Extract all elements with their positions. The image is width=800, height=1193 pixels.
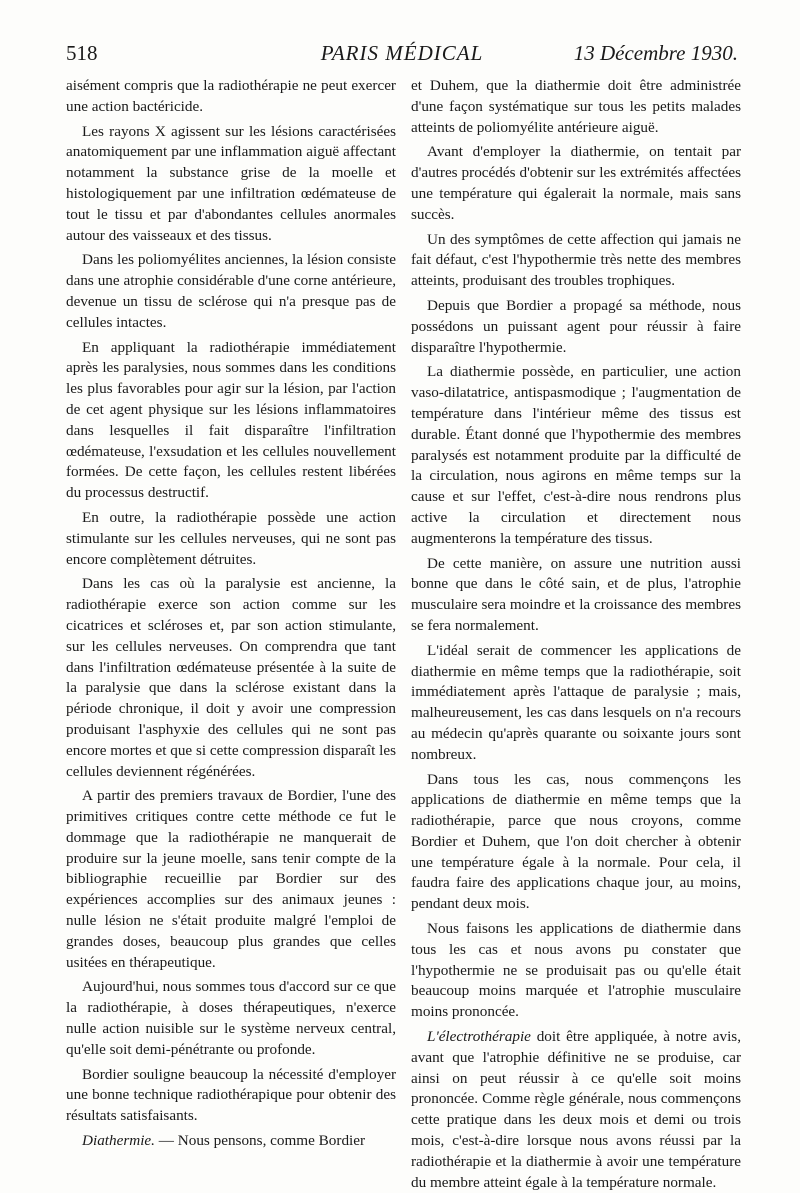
paragraph: Depuis que Bordier a propagé sa méthode, nous possédons un puissant agent pour réussir à faire disparaître l'hypothermie.	[411, 296, 741, 356]
paragraph: Un des symptômes de cette affection qui jamais ne fait défaut, c'est l'hypothermie très nette des membres atteints, produisant des troubles trophiques.	[411, 230, 741, 290]
right-column	[411, 76, 741, 1193]
issue-date: 13 Décembre 1930.	[573, 41, 738, 65]
paragraph: Dans les cas où la paralysie est ancienne, la radiothérapie exerce son action comme sur les cicatrices et scléroses et, par son action stimulante, sur les cellules nerveuses. On comprendra que tant dans l'infiltration œdémateuse présentée à la suite de la paralysie que dans la sclérose existant dans la période chronique, il doit y avoir une compression produisant l'asphyxie des cellules qui ne sont pas encore mortes et que si cette compression disparaît les cellules deviennent régénérées.	[66, 575, 396, 780]
section-heading-paragraph	[411, 1027, 741, 1193]
journal-title: PARIS MÉDICAL	[320, 41, 484, 65]
paragraph: Aujourd'hui, nous sommes tous d'accord sur ce que la radiothérapie, à doses thérapeutiques, n'exerce nulle action nuisible sur le système nerveux central, qu'elle soit demi-pénétrante ou profonde.	[66, 978, 396, 1058]
section-heading-electrotherapie: L'électrothérapie	[427, 1028, 531, 1046]
paragraph: A partir des premiers travaux de Bordier, l'une des primitives critiques contre cette méthode ce fut le dommage que la radiothérapie ne manquerait de produire sur la jeune moelle, sans tenir compte de la bibliographie recueillie par Bordier sur des expériences accomplies sur des animaux jeunes : nulle lésion ne s'était produite malgré l'emploi de grandes doses, beaucoup plus grandes que celles usitées en thérapeutique.	[66, 787, 396, 971]
paragraph: En outre, la radiothérapie possède une action stimulante sur les cellules nerveuses, qui ne sont pas encore complètement détruites.	[66, 508, 396, 568]
paragraph: Dans les poliomyélites anciennes, la lésion consiste dans une atrophie considérable d'une corne antérieure, devenue un tissu de sclérose qui n'a presque pas de cellules intactes.	[66, 251, 396, 331]
page-number: 518	[66, 41, 98, 65]
running-header	[66, 40, 738, 74]
paragraph: Les rayons X agissent sur les lésions caractérisées anatomiquement par une inflammation aiguë affectant notamment la substance grise de la moelle et histologiquement par une infiltration œdémateuse de tout le tissu et par d'abondantes cellules anormales autour des vaisseaux et des tissus.	[66, 122, 396, 244]
left-column	[66, 76, 396, 1152]
section-heading-paragraph	[66, 1131, 396, 1152]
paragraph: L'idéal serait de commencer les applications de diathermie en même temps que la radiothérapie, soit immédiatement après l'attaque de paralysie ; mais, malheureusement, les cas dans lesquels on n'a recours au médecin qu'après quarante ou soixante jours sont nombreux.	[411, 641, 741, 763]
paragraph: La diathermie possède, en particulier, une action vaso-dilatatrice, antispasmodique ; l'augmentation de température dans l'intérieur même des tissus est durable. Étant donné que l'hypothermie des membres paralysés est notamment produite par la difficulté de la circulation, nous agirons en même temps sur la cause et sur l'effet, c'est-à-dire nous rendrons plus active la circulation et directement nous augmenterons la température des tissus.	[411, 363, 741, 547]
paragraph: De cette manière, on assure une nutrition aussi bonne que dans le côté sain, et de plus, l'atrophie musculaire sera moindre et la croissance des membres se fera normalement.	[411, 554, 741, 634]
paragraph-text: doit être appliquée, à notre avis, avant que l'atrophie définitive ne se produise, car ainsi on peut réussir à ce qu'elle soit moins prononcée. Comme règle générale, nous commençons cette pratique dans les deux mois et demi ou trois mois, c'est-à-dire lorsque nous avons réussi par la radiothérapie et la diathermie à avoir une température du membre atteint égale à la température normale.	[411, 1028, 741, 1191]
paragraph: En appliquant la radiothérapie immédiatement après les paralysies, nous sommes dans les conditions les plus favorables pour agir sur la lésion, par l'action de cet agent physique sur les lésions inflammatoires dans lesquelles il fait disparaître l'infiltration œdémateuse, l'exsudation et les cellules nouvellement formées. De cette façon, les cellules restent libérées du processus destructif.	[66, 338, 396, 502]
paragraph: Bordier souligne beaucoup la nécessité d'employer une bonne technique radiothérapique pour obtenir des résultats satisfaisants.	[66, 1065, 396, 1125]
section-heading-diathermie: Diathermie.	[82, 1132, 155, 1150]
paragraph: Avant d'employer la diathermie, on tentait par d'autres procédés d'obtenir sur les extrémités affectées une température qui égalerait la normale, mais sans succès.	[411, 143, 741, 223]
paragraph: Dans tous les cas, nous commençons les applications de diathermie en même temps que la radiothérapie, parce que nous croyons, comme Bordier et Duhem, que l'on doit chercher à obtenir une température égale à la normale. Pour cela, il faudra faire des applications chaque jour, au moins, pendant deux mois.	[411, 770, 741, 913]
paragraph: aisément compris que la radiothérapie ne peut exercer une action bactéricide.	[66, 77, 396, 115]
paragraph: Nous faisons les applications de diathermie dans tous les cas et nous avons pu constater que l'hypothermie ne se produisait pas ou qu'elle était beaucoup moins marquée et l'atrophie musculaire moins prononcée.	[411, 920, 741, 1021]
paragraph: et Duhem, que la diathermie doit être administrée d'une façon systématique sur tous les petits malades atteints de poliomyélite antérieure aiguë.	[411, 77, 741, 136]
paragraph-text: — Nous pensons, comme Bordier	[154, 1132, 366, 1150]
